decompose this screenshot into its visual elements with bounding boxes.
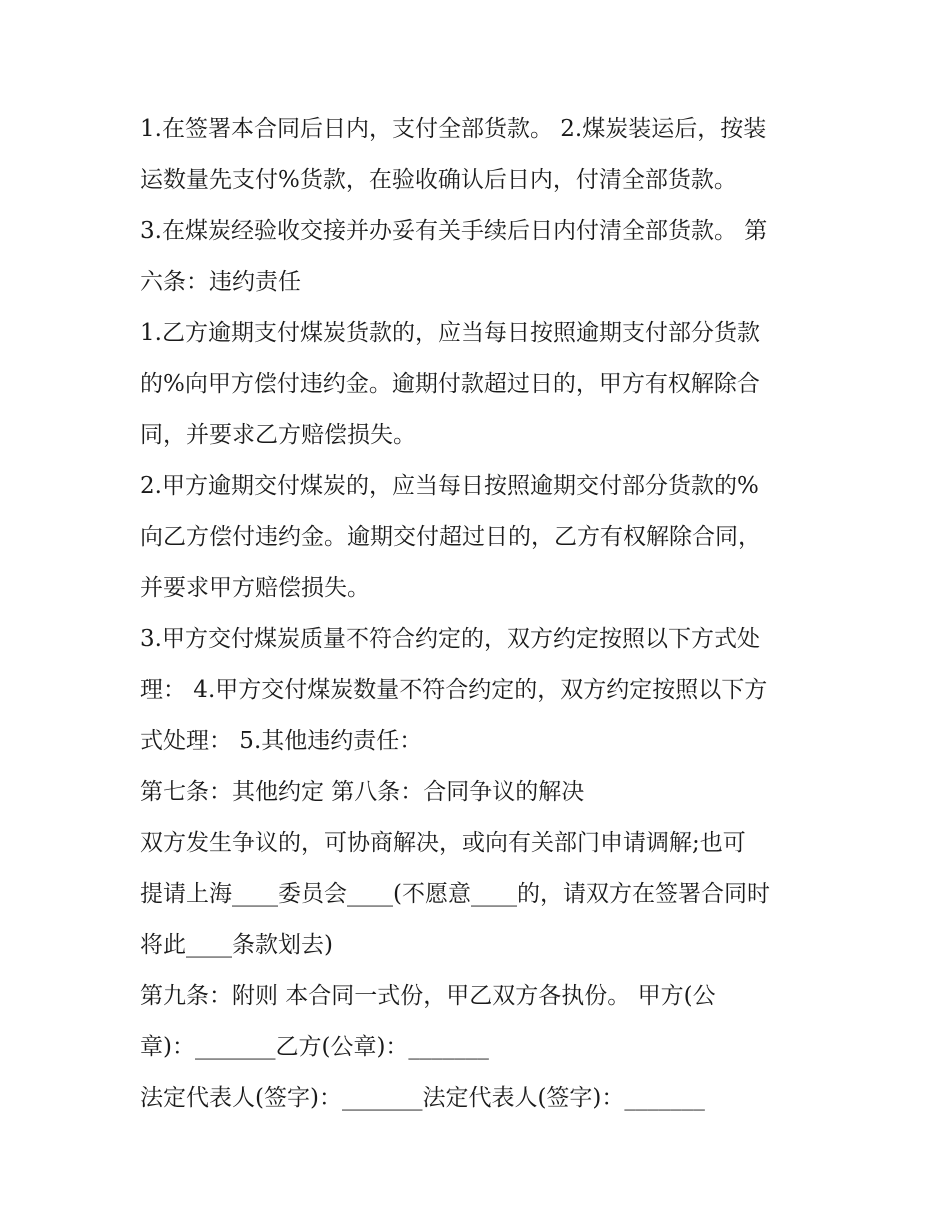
text-line: 第九条：附则 本合同一式份，甲乙双方各执份。 甲方(公 <box>140 983 716 1009</box>
text-line: 将此____条款划去) <box>140 932 333 958</box>
text-line: 双方发生争议的，可协商解决，或向有关部门申请调解;也可 <box>140 830 746 856</box>
text-line: 2.甲方逾期交付煤炭的，应当每日按照逾期交付部分货款的% <box>140 473 759 499</box>
text-line: 向乙方偿付违约金。逾期交付超过日的，乙方有权解除合同， <box>140 524 761 550</box>
text-line: 理： 4.甲方交付煤炭数量不符合约定的，双方约定按照以下方 <box>140 677 768 703</box>
text-line: 并要求甲方赔偿损失。 <box>140 575 370 601</box>
text-line: 第七条：其他约定 第八条：合同争议的解决 <box>140 779 585 805</box>
text-line: 3.甲方交付煤炭质量不符合约定的，双方约定按照以下方式处 <box>140 626 760 652</box>
text-line: 章)：_______乙方(公章)：_______ <box>140 1034 489 1060</box>
document-page <box>140 104 812 1124</box>
text-line: 1.在签署本合同后日内，支付全部货款。 2.煤炭装运后，按装 <box>140 116 767 142</box>
text-line: 1.乙方逾期支付煤炭货款的，应当每日按照逾期支付部分货款 <box>140 320 760 346</box>
text-line: 的%向甲方偿付违约金。逾期付款超过日的，甲方有权解除合 <box>140 371 760 397</box>
text-line: 式处理： 5.其他违约责任： <box>140 728 423 754</box>
text-line: 六条：违约责任 <box>140 269 301 295</box>
text-line: 法定代表人(签字)：_______法定代表人(签字)：_______ <box>140 1085 705 1111</box>
text-line: 3.在煤炭经验收交接并办妥有关手续后日内付清全部货款。 第 <box>140 218 768 244</box>
text-line: 提请上海____委员会____(不愿意____的，请双方在签署合同时 <box>140 881 770 907</box>
text-line: 同，并要求乙方赔偿损失。 <box>140 422 416 448</box>
text-line: 运数量先支付%货款，在验收确认后日内，付清全部货款。 <box>140 167 737 193</box>
